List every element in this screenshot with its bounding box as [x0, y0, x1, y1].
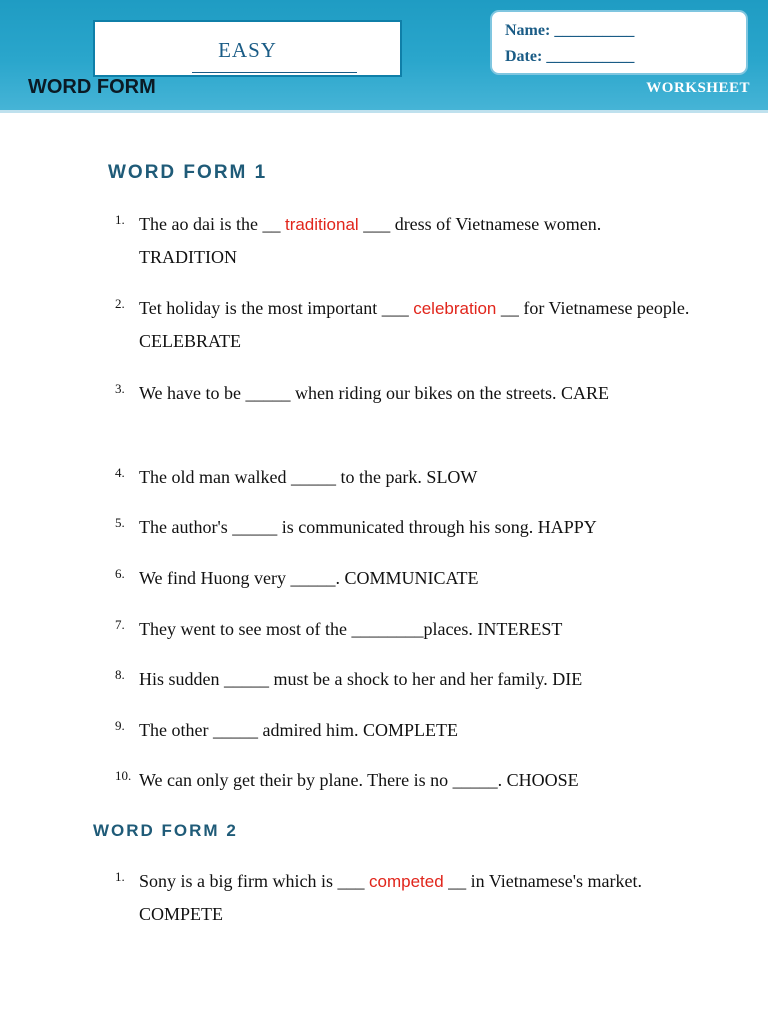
- question-number: 8.: [115, 667, 125, 682]
- question-text: We have to be _____ when riding our bikes on the streets. CARE: [139, 383, 609, 403]
- name-field: Name: __________: [505, 22, 635, 39]
- section-title-word-form-2: WORD FORM 2: [93, 821, 238, 840]
- question-text: His sudden _____ must be a shock to her and her family. DIE: [139, 669, 583, 689]
- question-number: 1.: [115, 212, 125, 227]
- question-text: We can only get their by plane. There is no _____. CHOOSE: [139, 770, 579, 790]
- page-title: WORD FORM: [28, 76, 156, 98]
- level-underline: [192, 72, 357, 73]
- question-text: We find Huong very _____. COMMUNICATE: [139, 568, 479, 588]
- section-title-word-form-1: WORD FORM 1: [108, 162, 268, 183]
- worksheet-header: [0, 0, 768, 110]
- question-number: 7.: [115, 617, 125, 632]
- worksheet-label: WORKSHEET: [646, 80, 750, 96]
- question-number: 6.: [115, 566, 125, 581]
- question-text: Sony is a big firm which is ___ competed __ in Vietnamese's market. COMPETE: [139, 871, 642, 924]
- answer-text: celebration: [413, 299, 497, 318]
- question-text: The ao dai is the __ traditional ___ dress of Vietnamese women. TRADITION: [139, 214, 602, 267]
- date-field: Date: ___________: [505, 48, 635, 65]
- name-date-box: [490, 10, 748, 75]
- question-number: 4.: [115, 465, 125, 480]
- question-text: They went to see most of the ________places. INTEREST: [139, 619, 563, 639]
- question-number: 3.: [115, 381, 125, 396]
- answer-text: competed: [369, 872, 444, 891]
- answer-text: traditional: [284, 215, 359, 234]
- question-text: The other _____ admired him. COMPLETE: [139, 720, 458, 740]
- question-text: The author's _____ is communicated through his song. HAPPY: [139, 517, 597, 537]
- question-text: The old man walked _____ to the park. SLOW: [139, 467, 478, 487]
- header-divider: [0, 110, 768, 113]
- level-label: EASY: [218, 38, 277, 62]
- question-number: 1.: [115, 869, 125, 884]
- question-number: 5.: [115, 515, 125, 530]
- question-number: 9.: [115, 718, 125, 733]
- question-number: 10.: [115, 768, 132, 783]
- level-box: [93, 20, 402, 77]
- question-number: 2.: [115, 296, 125, 311]
- question-text: Tet holiday is the most important ___ celebration __ for Vietnamese people. CELEBRATE: [139, 298, 690, 351]
